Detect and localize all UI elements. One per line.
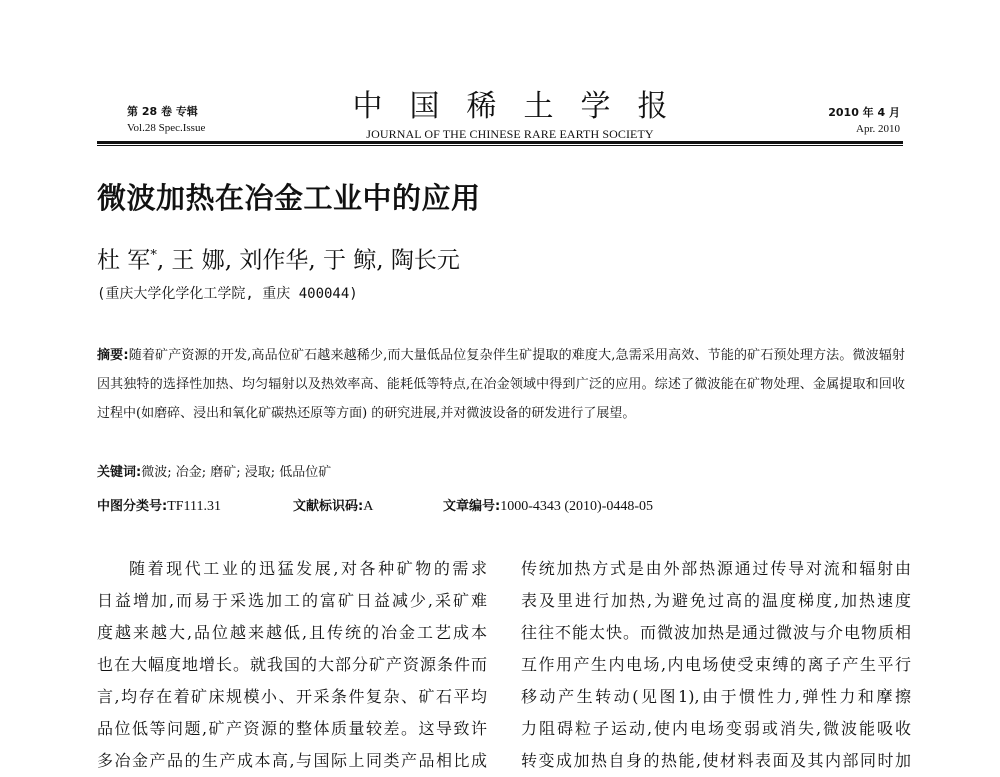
keywords-text: 微波; 冶金; 磨矿; 浸取; 低品位矿 <box>141 465 332 480</box>
body-line: 移动产生转动(见图1),由于惯性力,弹性力和摩擦 <box>521 687 911 706</box>
body-line: 品位低等问题,矿产资源的整体质量较差。这导致许 <box>97 719 487 738</box>
document-code <box>293 496 373 518</box>
article-number <box>443 496 653 518</box>
doc-label: 文献标识码: <box>293 499 364 514</box>
header-date <box>828 104 900 138</box>
journal-title-en: JOURNAL OF THE CHINESE RARE EARTH SOCIETY <box>366 127 654 141</box>
volume-en: Vol.28 Spec.Issue <box>127 122 206 134</box>
keywords-label: 关键词: <box>97 465 142 480</box>
body-line: 言,均存在着矿床规模小、开采条件复杂、矿石平均 <box>97 687 487 706</box>
date-en: Apr. 2010 <box>856 123 900 135</box>
keywords <box>97 462 331 484</box>
corresponding-mark: * <box>150 248 157 263</box>
author-list <box>97 240 460 277</box>
body-line: 日益增加,而易于采选加工的富矿日益减少,采矿难 <box>97 591 487 610</box>
header-rule-thick <box>97 141 903 144</box>
body-line: 转变成加热自身的热能,使材料表面及其内部同时加 <box>521 751 911 770</box>
body-line: 力阻碍粒子运动,使内电场变弱或消失,微波能吸收 <box>521 719 911 738</box>
clc-label: 中图分类号: <box>97 499 168 514</box>
abstract-label: 摘要: <box>97 348 129 363</box>
doc-value: A <box>363 499 374 514</box>
article-title: 微波加热在冶金工业中的应用 <box>97 181 481 215</box>
clc-value: TF111.31 <box>167 499 222 514</box>
affiliation: (重庆大学化学化工学院, 重庆 400044) <box>97 286 358 302</box>
body-line: 传统加热方式是由外部热源通过传导对流和辐射由 <box>521 559 911 578</box>
header-volume <box>127 103 205 137</box>
journal-title-cn: 中国稀土学报 <box>352 89 695 124</box>
first-author: 杜 军 <box>97 247 151 274</box>
header-rule-thin <box>97 145 903 146</box>
body-column-right <box>521 553 911 777</box>
body-line: 互作用产生内电场,内电场使受束缚的离子产生平行 <box>521 655 911 674</box>
classification-line <box>97 496 905 518</box>
body-line: 表及里进行加热,为避免过高的温度梯度,加热速度 <box>521 591 911 610</box>
body-line: 多冶金产品的生产成本高,与国际上同类产品相比成 <box>97 751 487 770</box>
body-line: 随着现代工业的迅猛发展,对各种矿物的需求 <box>129 559 487 578</box>
header-journal <box>330 88 695 142</box>
abstract-text: 随着矿产资源的开发,高品位矿石越来越稀少,而大量低品位复杂伴生矿提取的难度大,急需采用高效、节能的矿石预处理方法。微波辐射因其独特的选择性加热、均匀辐射以及热效率高、能耗低等特点,在冶金领域中得到广泛的应用。综述了微波能在矿物处理、金属提取和回收过程中(如磨碎、浸出和氧化矿碳热还原等方面) 的研究进展,并对微波设备的研发进行了展望。 <box>97 348 905 421</box>
other-authors: , 王 娜, 刘作华, 于 鲸, 陶长元 <box>156 247 460 274</box>
date-cn: 2010 年 4 月 <box>828 106 900 119</box>
article-no-label: 文章编号: <box>443 499 501 514</box>
body-line: 往往不能太快。而微波加热是通过微波与介电物质相 <box>521 623 911 642</box>
body-column-left <box>97 553 487 777</box>
volume-cn: 第 28 卷 专辑 <box>127 105 198 118</box>
article-no-value: 1000-4343 (2010)-0448-05 <box>500 499 654 514</box>
clc-number <box>97 496 221 518</box>
body-line: 也在大幅度地增长。就我国的大部分矿产资源条件而 <box>97 655 487 674</box>
abstract <box>97 341 905 428</box>
body-line: 度越来越大,品位越来越低,且传统的冶金工艺成本 <box>97 623 487 642</box>
